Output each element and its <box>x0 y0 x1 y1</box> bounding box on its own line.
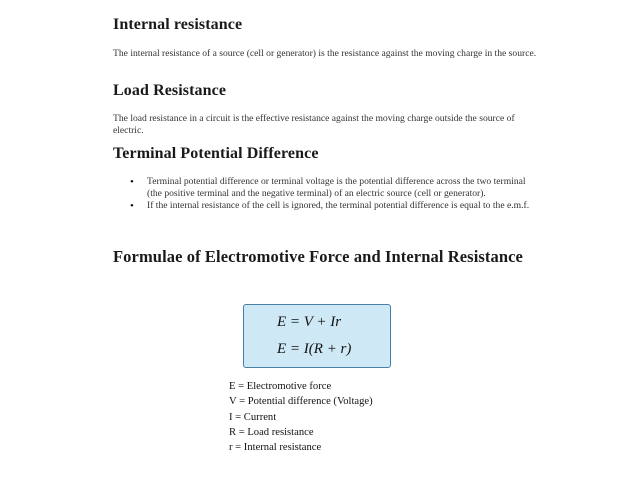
formula-emf-current: E = I(R + r) <box>277 341 352 357</box>
formula-box <box>243 304 391 368</box>
paragraph-internal-resistance: The internal resistance of a source (cell or generator) is the resistance against the moving charge in the source. <box>113 48 537 59</box>
heading-load-resistance: Load Resistance <box>113 82 227 99</box>
definition-load-resistance: R = Load resistance <box>229 426 314 438</box>
definition-voltage: V = Potential difference (Voltage) <box>229 396 373 408</box>
formula-emf-voltage: E = V + Ir <box>277 314 342 330</box>
paragraph-load-resistance: The load resistance in a circuit is the effective resistance against the moving charge outside the source of electric. <box>113 113 515 136</box>
list-item: • Terminal potential difference or terminal voltage is the potential difference across the two terminal (the positive terminal and the negative terminal) of an electric source (cell or generator). <box>130 176 530 200</box>
heading-terminal-potential-difference: Terminal Potential Difference <box>113 145 319 162</box>
definition-emf: E = Electromotive force <box>229 381 332 392</box>
definition-current: I = Current <box>229 411 277 423</box>
definitions-list <box>229 379 373 455</box>
bullet-list <box>130 176 530 212</box>
heading-formulae: Formulae of Electromotive Force and Internal Resistance <box>113 247 523 266</box>
heading-internal-resistance: Internal resistance <box>113 16 243 33</box>
definition-internal-resistance: r = Internal resistance <box>229 442 322 454</box>
list-item: • If the internal resistance of the cell is ignored, the terminal potential difference is equal to the e.m.f. <box>130 200 530 212</box>
